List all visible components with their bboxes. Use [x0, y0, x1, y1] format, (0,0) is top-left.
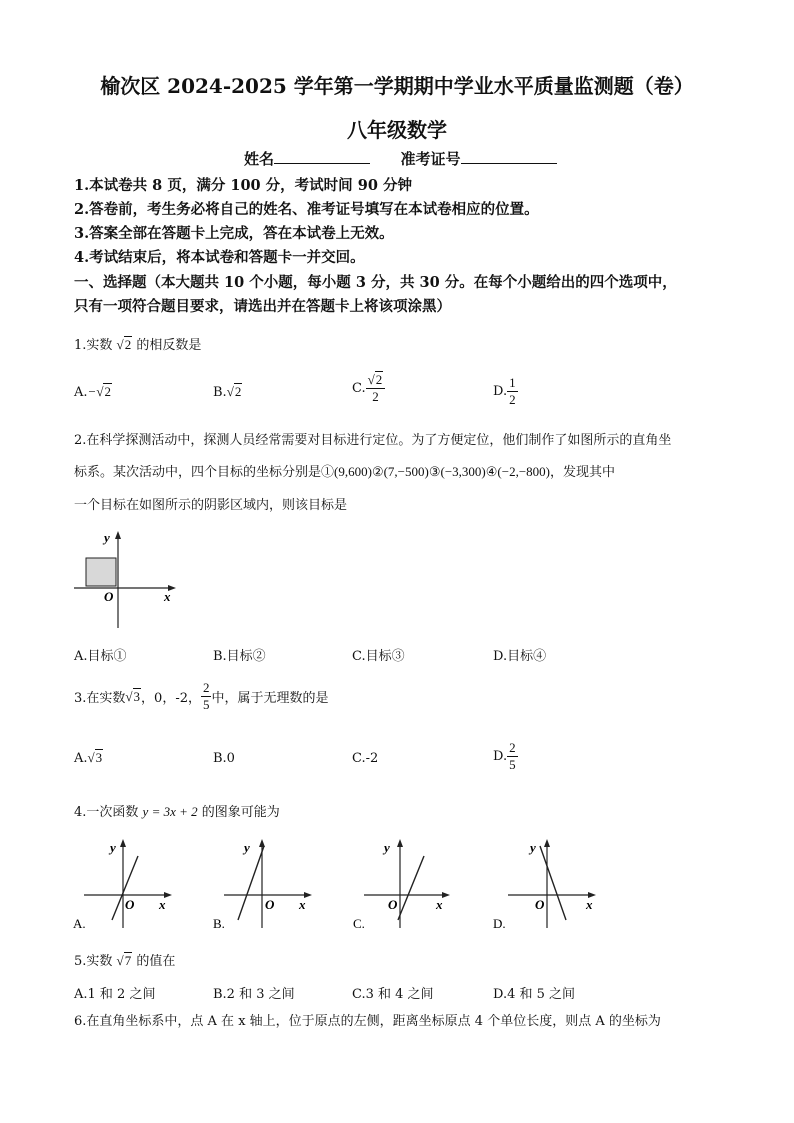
graph-d-y-label: y: [530, 840, 536, 855]
q3-pre: 3.在实数: [74, 691, 126, 706]
q1-pre: 1.实数: [74, 338, 113, 353]
q3-mid: ，0，-2，: [141, 691, 201, 706]
q4-graph-c[interactable]: [350, 836, 460, 936]
graph-d-label: D.: [493, 916, 506, 931]
q5-option-b[interactable]: B.2 和 3 之间: [213, 987, 295, 1002]
q3-sqrt: √3: [125, 688, 141, 704]
q5-sqrt: √7: [116, 953, 132, 968]
q1-d-fraction: [507, 375, 518, 408]
q3-d-den: 5: [509, 757, 516, 772]
graph-a-o-label: O: [125, 897, 135, 912]
q1-c-radicand: 2: [375, 372, 383, 387]
q2-option-d[interactable]: D.目标④: [493, 649, 547, 664]
q2-line3: 一个目标在如图所示的阴影区域内，则该目标是: [74, 498, 348, 513]
q3-a-label: A.: [74, 751, 88, 766]
graph-b-o-label: O: [265, 897, 275, 912]
q3-option-a[interactable]: [74, 750, 103, 766]
q2-line2: [74, 461, 615, 480]
graph-c-x-arrow: [442, 892, 450, 898]
question-5: [74, 950, 175, 969]
q1-radicand: 2: [124, 337, 132, 352]
q2-line1: 2.在科学探测活动中，探测人员经常需要对目标进行定位。为了方便定位，他们制作了如图所示的直角坐: [74, 433, 672, 448]
q4-graph-b[interactable]: [210, 836, 320, 936]
name-blank[interactable]: [274, 149, 370, 164]
q1-option-b[interactable]: [213, 384, 242, 400]
q1-option-a[interactable]: [74, 384, 112, 400]
q1-post: 的相反数是: [136, 338, 202, 353]
fig-y-label: y: [104, 530, 110, 545]
q1-b-radicand: 2: [234, 384, 242, 399]
student-info-line: [244, 148, 557, 169]
q1-d-label: D.: [493, 384, 508, 399]
q1-option-c[interactable]: [352, 372, 385, 405]
q2-point-4: (−2,−800): [497, 464, 550, 479]
q2-option-c[interactable]: C.目标③: [352, 649, 405, 664]
q1-d-den: 2: [509, 392, 516, 407]
q1-a-radicand: 2: [104, 384, 111, 399]
q3-radicand: 3: [133, 688, 141, 704]
q1-a-sign: −: [87, 384, 97, 399]
question-6: 6.在直角坐标系中，点 A 在 x 轴上，位于原点的左侧，距离坐标原点 4 个单位长度，则点 A 的坐标为: [74, 1014, 661, 1029]
q3-num: 2: [202, 680, 210, 695]
graph-a-y-arrow: [120, 839, 126, 847]
section-heading-line2: 只有一项符合题目要求，请选出并在答题卡上将该项涂黑）: [74, 298, 451, 315]
q2-point-3: (−3,300): [440, 464, 486, 479]
q5-post: 的值在: [136, 954, 176, 969]
graph-b-label: B.: [213, 916, 225, 931]
graph-c-y-label: y: [384, 840, 390, 855]
q3-option-b[interactable]: B.0: [213, 751, 235, 766]
graph-b-line: [238, 846, 264, 920]
q5-option-d[interactable]: D.4 和 5 之间: [493, 987, 576, 1002]
name-label: 姓名: [244, 150, 275, 168]
q4-pre: 4.一次函数: [74, 805, 139, 820]
q1-c-fraction: $\frac{√2}{2}$: [366, 372, 386, 405]
q3-option-d[interactable]: [493, 740, 518, 773]
y-axis-arrow: [115, 531, 121, 539]
q3-d-fraction: [507, 740, 518, 773]
q5-option-c[interactable]: C.3 和 4 之间: [352, 987, 434, 1002]
q3-d-label: D.: [493, 749, 508, 764]
question-4: [74, 801, 280, 820]
graph-b-x-label: x: [299, 897, 306, 912]
q3-a-radicand: 3: [95, 750, 103, 765]
q2-marker-2: ②: [371, 465, 384, 480]
id-label: 准考证号: [400, 150, 461, 168]
q4-graph-a[interactable]: [70, 836, 180, 936]
id-blank[interactable]: [461, 149, 557, 164]
q5-radicand: 7: [124, 953, 132, 968]
q2-coordinate-figure: [66, 528, 186, 630]
q3-fraction: [201, 680, 212, 713]
q1-option-d[interactable]: [493, 375, 518, 408]
q1-b-label: B.: [213, 385, 227, 400]
q2-marker-4: ④: [485, 465, 498, 480]
graph-a-label: A.: [73, 916, 86, 931]
q5-option-a[interactable]: A.1 和 2 之间: [74, 987, 156, 1002]
graph-b-y-arrow: [259, 839, 265, 847]
fig-x-label: x: [164, 589, 171, 604]
graph-d-x-label: x: [586, 897, 593, 912]
note-2: 2.答卷前，考生务必将自己的姓名、准考证号填写在本试卷相应的位置。: [74, 201, 539, 218]
q2-line2-a: 标系。某次活动中，四个目标的坐标分别是①: [74, 465, 335, 480]
shaded-region: [86, 558, 116, 586]
question-3: [74, 680, 329, 713]
note-3: 3.答案全部在答题卡上完成，答在本试卷上无效。: [74, 225, 394, 242]
graph-c-line: [398, 856, 424, 920]
exam-subtitle: 八年级数学: [347, 118, 447, 142]
q2-marker-3: ③: [428, 465, 441, 480]
q3-den: 5: [202, 697, 210, 712]
q1-sqrt: √2: [116, 337, 132, 352]
exam-title: 榆次区 2024-2025 学年第一学期期中学业水平质量监测题（卷）: [100, 74, 694, 98]
fig-o-label: O: [104, 589, 114, 604]
graph-d-y-arrow: [544, 839, 550, 847]
q1-c-label: C.: [352, 381, 366, 396]
graph-c-label: C.: [353, 916, 365, 931]
q1-a-label: A.: [74, 385, 88, 400]
q4-post: 的图象可能为: [201, 805, 280, 820]
graph-a-x-label: x: [159, 897, 166, 912]
graph-c-x-label: x: [436, 897, 443, 912]
q2-option-b[interactable]: B.目标②: [213, 649, 266, 664]
q3-post: 中，属于无理数的是: [211, 691, 329, 706]
q2-option-a[interactable]: A.目标①: [74, 649, 127, 664]
q2-line2-b: ，发现其中: [549, 465, 615, 480]
question-1: [74, 334, 201, 353]
q1-d-num: 1: [509, 375, 516, 390]
q5-pre: 5.实数: [74, 954, 113, 969]
q2-point-2: (7,−500): [383, 464, 429, 479]
q4-graph-d[interactable]: [490, 836, 605, 936]
graph-b-y-label: y: [244, 840, 250, 855]
q2-point-1: (9,600): [334, 464, 372, 479]
graph-d-o-label: O: [535, 897, 545, 912]
q3-option-c[interactable]: C.-2: [352, 751, 379, 766]
section-heading-line1: 一、选择题（本大题共 10 个小题，每小题 3 分，共 30 分。在每个小题给出的四个选项中，: [74, 274, 677, 291]
q4-formula: y = 3x + 2: [142, 804, 198, 819]
q1-a-sqrt: √2: [96, 384, 111, 399]
note-1: 1.本试卷共 8 页，满分 100 分，考试时间 90 分钟: [74, 177, 412, 194]
graph-a-y-label: y: [110, 840, 116, 855]
note-4: 4.考试结束后，将本试卷和答题卡一并交回。: [74, 249, 365, 266]
graph-c-y-arrow: [397, 839, 403, 847]
q1-b-sqrt: √2: [226, 384, 242, 399]
q3-a-sqrt: √3: [87, 750, 103, 765]
q1-c-den: 2: [372, 389, 379, 404]
q3-d-num: 2: [509, 740, 516, 755]
graph-c-o-label: O: [388, 897, 398, 912]
